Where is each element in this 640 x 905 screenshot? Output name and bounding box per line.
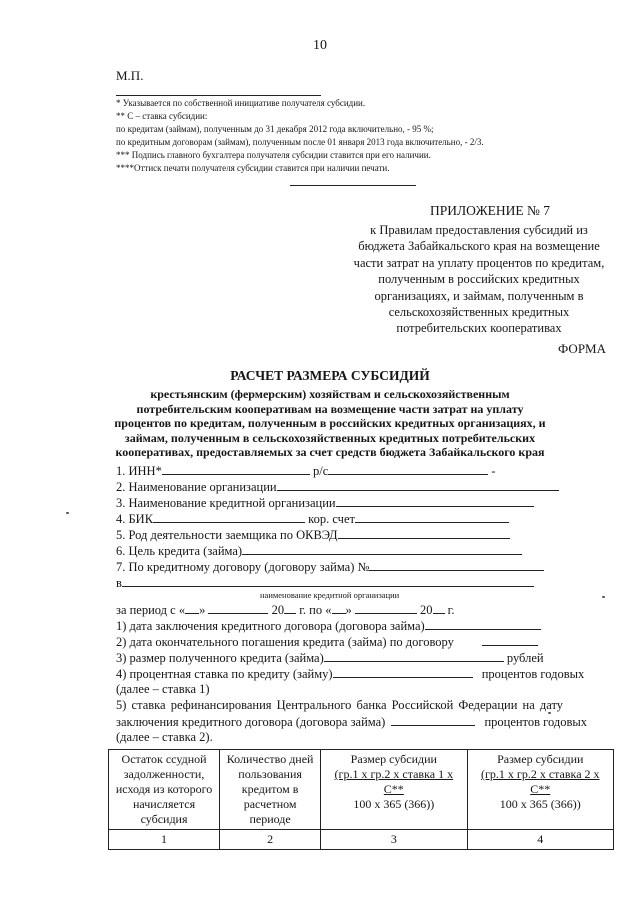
period-to-day-line[interactable] xyxy=(332,601,346,614)
header-line: субсидия xyxy=(140,812,188,826)
scan-speck xyxy=(548,712,551,714)
item-1-line[interactable] xyxy=(425,617,541,630)
footnote-5: *** Подпись главного бухгалтера получателя субсидии ставится при его наличии. xyxy=(116,150,431,160)
field-purpose-line[interactable] xyxy=(242,542,522,555)
field-inn-line[interactable] xyxy=(162,462,310,475)
header-line: Количество дней xyxy=(226,752,314,766)
page-number: 10 xyxy=(313,38,327,53)
footnote-1: * Указывается по собственной инициативе получателя субсидии. xyxy=(116,98,366,108)
table-header-subsidy-2 xyxy=(467,750,613,830)
item-5-unit: процентов годовых xyxy=(484,715,587,729)
field-activity-label: 5. Род деятельности заемщика по ОКВЭД xyxy=(116,528,338,542)
field-rs-label: р/с xyxy=(312,464,329,478)
field-bik-label: 4. БИК xyxy=(116,512,154,526)
header-line: Размер субсидии xyxy=(350,752,437,766)
period-to-year-line[interactable] xyxy=(433,601,445,614)
period-to-open: г. по « xyxy=(299,603,332,617)
header-line: пользования xyxy=(238,767,302,781)
field-rs-line[interactable] xyxy=(328,462,488,475)
table-header-days xyxy=(220,750,321,830)
period-to-close: » xyxy=(345,603,352,617)
period-from-close: » xyxy=(199,603,206,617)
table-row xyxy=(109,830,614,850)
footnote-2: ** С – ставка субсидии: xyxy=(116,111,208,121)
item-3-line[interactable] xyxy=(324,649,504,662)
header-line: исходя из которого xyxy=(115,782,213,796)
header-line: расчетном xyxy=(243,797,297,811)
item-4-line[interactable] xyxy=(333,665,473,678)
item-2-line[interactable] xyxy=(482,633,538,646)
period-from-open: за период с « xyxy=(116,603,186,617)
header-line: Остаток ссудной xyxy=(121,752,207,766)
item-1-label: 1) дата заключения кредитного договора (договора займа) xyxy=(116,619,425,633)
column-number: 2 xyxy=(220,830,321,850)
appendix-title: ПРИЛОЖЕНИЕ № 7 xyxy=(430,203,551,218)
item-5 xyxy=(116,713,587,730)
field-corr-label: кор. счет xyxy=(308,512,355,526)
field-inn xyxy=(116,462,496,479)
item-4-label: 4) процентная ставка по кредиту (займу) xyxy=(116,667,333,681)
field-credit-org-name-line[interactable] xyxy=(122,574,534,587)
item-4-note: (далее – ставка 1) xyxy=(116,682,210,696)
field-rs-dash: - xyxy=(491,464,496,478)
calculation-table xyxy=(108,749,614,850)
document-title: РАСЧЕТ РАЗМЕРА СУБСИДИЙ xyxy=(230,368,430,383)
table-header-row xyxy=(109,750,614,830)
field-v-label: в xyxy=(116,576,122,590)
header-line: кредитом в xyxy=(241,782,299,796)
item-3 xyxy=(116,649,544,666)
footnote-4: по кредитным договорам (займам), полученным после 01 января 2013 года включительно, - 2/3. xyxy=(116,137,484,147)
item-4-unit: процентов годовых xyxy=(481,667,585,681)
form-label: ФОРМА xyxy=(558,341,606,356)
appendix-body: к Правилам предоставления субсидий из бюджета Забайкальского края на возмещение части затрат на уплату процентов по кредитам, полученным в российских кредитных организациях, и займам, полученным в сельскохозяйственных кредитных потребительских кооперативах xyxy=(353,223,605,336)
header-line: С** xyxy=(383,782,404,796)
field-org-name-label: 2. Наименование организации xyxy=(116,480,277,494)
header-line: 100 х 365 (366)) xyxy=(499,797,581,811)
column-number: 4 xyxy=(467,830,613,850)
scan-speck xyxy=(602,596,605,598)
period-to-month-line[interactable] xyxy=(355,601,417,614)
field-activity-line[interactable] xyxy=(338,526,510,539)
field-org-name-line[interactable] xyxy=(277,478,559,491)
field-purpose-label: 6. Цель кредита (займа) xyxy=(116,544,243,558)
item-5-line[interactable] xyxy=(391,713,475,726)
scan-speck xyxy=(66,512,69,514)
field-period xyxy=(116,601,454,618)
item-3-unit: рублей xyxy=(506,651,544,665)
header-line: периоде xyxy=(249,812,291,826)
header-line: 100 х 365 (366)) xyxy=(353,797,435,811)
item-4 xyxy=(116,665,584,682)
period-from-year-prefix: 20 xyxy=(271,603,285,617)
item-5-label: заключения кредитного договора (договора займа) xyxy=(116,715,386,729)
field-credit-org-label: 3. Наименование кредитной организации xyxy=(116,496,336,510)
field-purpose xyxy=(116,542,522,559)
field-credit-org-line[interactable] xyxy=(336,494,534,507)
field-contract xyxy=(116,558,544,575)
header-line: начисляется xyxy=(132,797,196,811)
stamp-label: М.П. xyxy=(116,68,144,83)
period-year-suffix: г. xyxy=(447,603,455,617)
item-5-line-a: 5) ставка рефинансирования Центрального банка Российской Федерации на дату xyxy=(116,698,564,712)
field-credit-org-name xyxy=(116,574,534,591)
field-inn-label: 1. ИНН* xyxy=(116,464,162,478)
period-to-year-prefix: 20 xyxy=(420,603,433,617)
field-credit-org xyxy=(116,494,534,511)
column-number: 3 xyxy=(321,830,467,850)
item-3-label: 3) размер полученного кредита (займа) xyxy=(116,651,324,665)
field-contract-label: 7. По кредитному договору (договору займа) № xyxy=(116,560,370,574)
field-contract-line[interactable] xyxy=(369,558,544,571)
item-2-label: 2) дата окончательного погашения кредита (займа) по договору xyxy=(116,635,454,649)
footnote-end-rule xyxy=(290,185,416,186)
field-corr-line[interactable] xyxy=(355,510,509,523)
header-line: задолженности, xyxy=(123,767,205,781)
table-header-subsidy-1 xyxy=(321,750,467,830)
period-from-month-line[interactable] xyxy=(208,601,268,614)
field-activity xyxy=(116,526,510,543)
period-from-day-line[interactable] xyxy=(185,601,199,614)
item-2 xyxy=(116,633,538,650)
footnote-6: ****Оттиск печати получателя субсидии ставится при наличии печати. xyxy=(116,163,390,173)
field-org-name xyxy=(116,478,559,495)
document-subtitle: крестьянским (фермерским) хозяйствам и сельскохозяйственным потребительским кооперативам на возмещение части затрат на уплату процентов по кредитам, полученным в российских кредитных организациях, и займам, полученным в сельскохозяйственных кредитных потребительских кооперативах, предоставляемых за счет средств бюджета Забайкальского края xyxy=(114,387,546,459)
footnote-separator xyxy=(116,95,321,96)
field-bik-line[interactable] xyxy=(153,510,305,523)
header-line: Размер субсидии xyxy=(497,752,584,766)
footnote-3: по кредитам (займам), полученным до 31 декабря 2012 года включительно, - 95 %; xyxy=(116,124,434,134)
header-line: (гр.1 х гр.2 х ставка 1 х xyxy=(334,767,454,781)
column-number: 1 xyxy=(109,830,220,850)
item-5-note: (далее – ставка 2). xyxy=(116,730,213,744)
header-line: (гр.1 х гр.2 х ставка 2 х xyxy=(481,767,600,781)
item-1 xyxy=(116,617,541,634)
header-line: С** xyxy=(530,782,551,796)
field-bik xyxy=(116,510,509,527)
period-from-year-line[interactable] xyxy=(284,601,296,614)
credit-org-note: наименование кредитной организации xyxy=(260,590,400,600)
table-header-balance xyxy=(109,750,220,830)
